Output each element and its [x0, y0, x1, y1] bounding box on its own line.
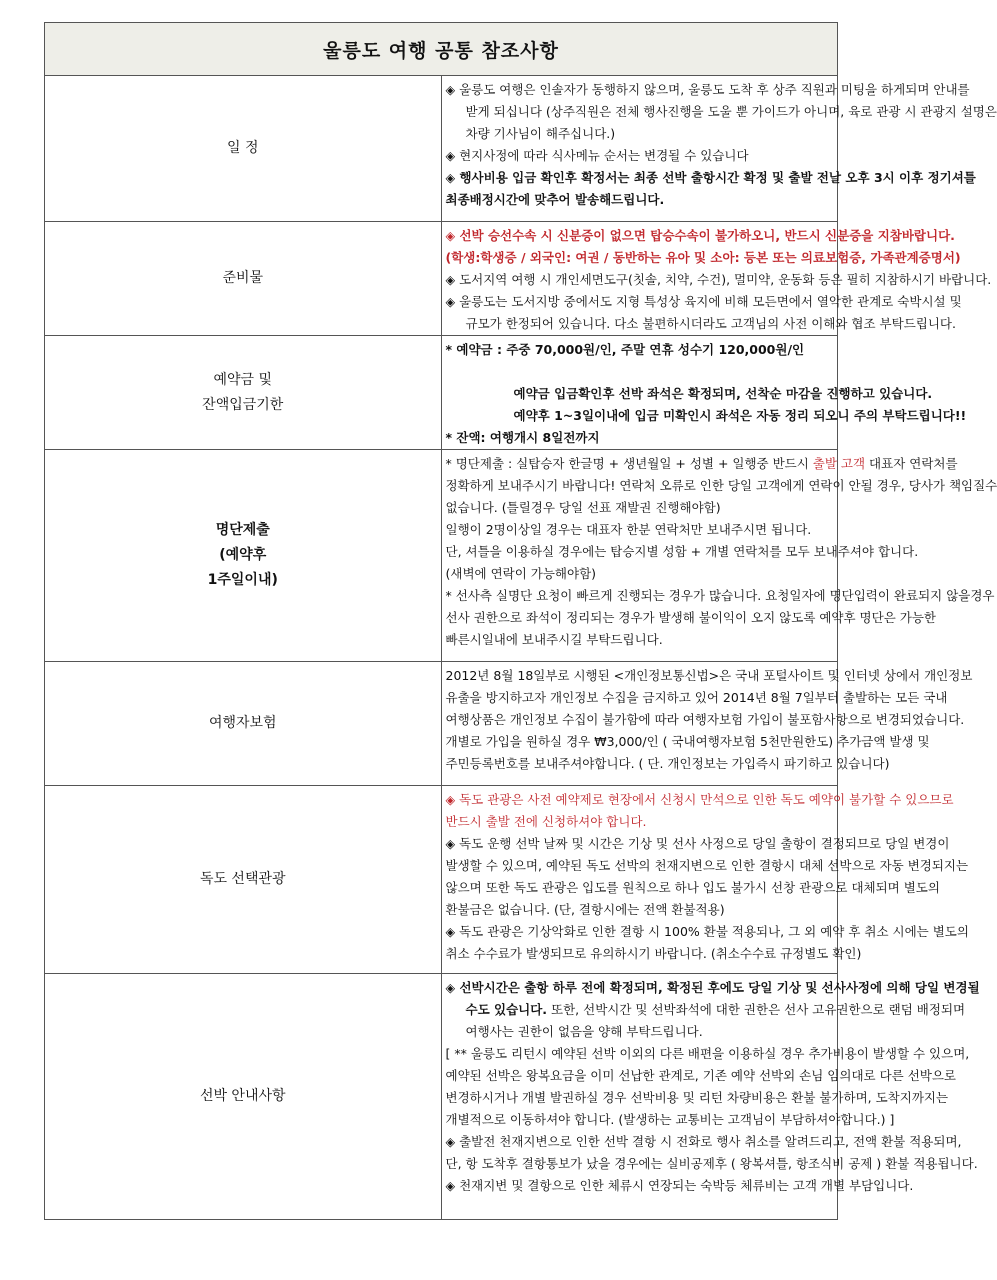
body-line: 예약후 1~3일이내에 입금 미확인시 좌석은 자동 정리 되오니 주의 부탁드립니다!!	[513, 408, 967, 423]
section-row	[45, 76, 838, 222]
body-line: 여행사는 권한이 없음을 양해 부탁드립니다.	[465, 1024, 703, 1039]
section-body	[441, 974, 980, 1220]
body-line: 예약금 입금확인후 선박 좌석은 확정되며, 선착순 마감을 진행하고 있습니다.	[513, 386, 933, 401]
body-line: ◈ 독도 관광은 사전 예약제로 현장에서 신청시 만석으로 인한 독도 예약이 불가할 수 있으므로	[445, 792, 954, 807]
body-line: 받게 되십니다 (상주직원은 전체 행사진행을 도울 뿐 가이드가 아니며, 육로 관광 시 관광지 설명은	[465, 104, 997, 119]
body-line-part: 또한, 선박시간 및 선박좌석에 대한 권한은 선사 고유권한으로 랜덤 배정되며	[547, 1002, 966, 1017]
section-label	[45, 662, 442, 786]
body-line: ◈ 울릉도는 도서지방 중에서도 지형 특성상 육지에 비해 모든면에서 열악한 관계로 숙박시설 및	[445, 294, 962, 309]
body-line: 않으며 또한 독도 관광은 입도를 원칙으로 하나 입도 불가시 선창 관광으로 대체되며 별도의	[445, 880, 940, 895]
reference-table	[44, 22, 997, 1220]
section-label	[45, 786, 442, 974]
body-line: (학생:학생증 / 외국인: 여권 / 동반하는 유아 및 소아: 등본 또는 의료보험증, 가족관계증명서)	[445, 250, 961, 265]
body-line: 2012년 8월 18일부로 시행된 <개인정보통신법>은 국내 포털사이트 및 인터넷 상에서 개인정보	[445, 668, 973, 683]
body-line-part: 수도 있습니다.	[465, 1002, 548, 1017]
body-line: 없습니다. (틀릴경우 당일 선표 재발권 진행해야함)	[445, 500, 721, 515]
page-title: 울릉도 여행 공통 참조사항	[45, 23, 838, 76]
body-line: 최종배정시간에 맞추어 발송해드립니다.	[445, 192, 665, 207]
body-line: 개별적으로 이동하셔야 합니다. (발생하는 교통비는 고객님이 부담하셔야합니다.) ]	[445, 1112, 895, 1127]
section-body	[441, 336, 967, 450]
section-label-line: 예약금 및	[213, 371, 273, 388]
body-line: 개별로 가입을 원하실 경우 ₩3,000/인 ( 국내여행자보험 5천만원한도) 추가금액 발생 및	[445, 734, 930, 749]
section-body	[441, 662, 973, 786]
body-line-part: * 명단제출 : 실탑승자 한글명 + 생년월일 + 성별 + 일행중 반드시	[445, 456, 813, 471]
body-line: 정확하게 보내주시기 바랍니다! 연락처 오류로 인한 당일 고객에게 연락이 안될 경우, 당사가 책임질수	[445, 478, 997, 493]
title-row	[45, 23, 838, 76]
body-line: (새벽에 연락이 가능해야함)	[445, 566, 597, 581]
body-line: ◈ 선박 승선수속 시 신분증이 없으면 탑승수속이 불가하오니, 반드시 신분증을 지참바랍니다.	[445, 228, 955, 243]
section-label-line: 잔액입금기한	[202, 396, 284, 413]
body-line: * 잔액: 여행개시 8일전까지	[445, 430, 600, 445]
section-body	[441, 76, 997, 222]
body-line-part: 출발 고객	[812, 456, 866, 471]
body-line: 일행이 2명이상일 경우는 대표자 한분 연락처만 보내주시면 됩니다.	[445, 522, 812, 537]
section-body	[441, 222, 992, 336]
section-label	[45, 336, 442, 450]
section-label-line: 명단제출	[215, 522, 270, 538]
body-line: 예약된 선박은 왕복요금을 이미 선납한 관계로, 기존 예약 선박외 손님 임의대로 다른 선박으로	[445, 1068, 957, 1083]
body-line: 차량 기사님이 해주십니다.)	[465, 126, 616, 141]
section-label-line: 준비물	[222, 270, 264, 286]
section-label-line: 독도 선택관광	[199, 871, 286, 887]
section-label-line: 선박 안내사항	[199, 1088, 286, 1104]
body-line: 취소 수수료가 발생되므로 유의하시기 바랍니다. (취소수수료 규정별도 확인)	[445, 946, 862, 961]
section-row	[45, 222, 838, 336]
section-body	[441, 450, 997, 662]
body-line: 빠른시일내에 보내주시길 부탁드립니다.	[445, 632, 663, 647]
body-line	[446, 361, 834, 383]
body-line: 규모가 한정되어 있습니다. 다소 불편하시더라도 고객님의 사전 이해와 협조 부탁드립니다.	[465, 316, 956, 331]
section-body	[441, 786, 969, 974]
section-row	[45, 786, 838, 974]
body-line	[445, 453, 958, 475]
section-label-line: 1주일이내)	[207, 572, 278, 588]
body-line	[446, 999, 966, 1021]
body-line: 여행상품은 개인정보 수집이 불가함에 따라 여행자보험 가입이 불포함사항으로 변경되었습니다.	[445, 712, 965, 727]
body-line: [ ** 울릉도 리턴시 예약된 선박 이외의 다른 배편을 이용하실 경우 추가비용이 발생할 수 있으며,	[445, 1046, 970, 1061]
section-label	[45, 450, 442, 662]
body-line: ◈ 독도 관광은 기상악화로 인한 결항 시 100% 환불 적용되나, 그 외 예약 후 취소 시에는 별도의	[445, 924, 969, 939]
body-line: ◈ 행사비용 입금 확인후 확정서는 최종 선박 출항시간 확정 및 출발 전날 오후 3시 이후 정기셔틀	[445, 170, 976, 185]
body-line: 발생할 수 있으며, 예약된 독도 선박의 천재지변으로 인한 결항시 대체 선박으로 자동 변경되지는	[445, 858, 969, 873]
body-line: 변경하시거나 개별 발권하실 경우 선박비용 및 리턴 차량비용은 환불 불가하며, 도착지까지는	[445, 1090, 949, 1105]
body-line: 주민등록번호를 보내주셔야합니다. ( 단. 개인정보는 가입즉시 파기하고 있습니다)	[445, 756, 890, 771]
section-row	[45, 662, 838, 786]
body-line: * 예약금 : 주중 70,000원/인, 주말 연휴 성수기 120,000원/인	[445, 342, 805, 357]
body-line: ◈ 독도 운행 선박 날짜 및 시간은 기상 및 선사 사정으로 당일 출항이 결정되므로 당일 변경이	[445, 836, 950, 851]
section-row	[45, 974, 838, 1220]
section-label	[45, 76, 442, 222]
body-line: ◈ 도서지역 여행 시 개인세면도구(칫솔, 치약, 수건), 멀미약, 운동화 등은 필히 지참하시기 바랍니다.	[445, 272, 992, 287]
section-row	[45, 450, 838, 662]
body-line: * 선사측 실명단 요청이 빠르게 진행되는 경우가 많습니다. 요청일자에 명단입력이 완료되지 않을경우	[445, 588, 995, 603]
body-line: 반드시 출발 전에 신청하셔야 합니다.	[445, 814, 647, 829]
body-line-part: 대표자 연락처를	[865, 456, 958, 471]
section-label-line: 일 정	[227, 140, 259, 156]
body-line: 단, 항 도착후 결항통보가 났을 경우에는 실비공제후 ( 왕복셔틀, 항조식비 공제 ) 환불 적용됩니다.	[445, 1156, 978, 1171]
section-label-line: 여행자보험	[208, 715, 277, 731]
body-line: 단, 셔틀을 이용하실 경우에는 탑승지별 성함 + 개별 연락처를 모두 보내주셔야 합니다.	[445, 544, 919, 559]
body-line: 선사 권한으로 좌석이 정리되는 경우가 발생해 불이익이 오지 않도록 예약후 명단은 가능한	[445, 610, 936, 625]
body-line: ◈ 출발전 천재지변으로 인한 선박 결항 시 전화로 행사 취소를 알려드리고, 전액 환불 적용되며,	[445, 1134, 962, 1149]
body-line: 환불금은 없습니다. (단, 결항시에는 전액 환불적용)	[445, 902, 725, 917]
body-line: ◈ 현지사정에 따라 식사메뉴 순서는 변경될 수 있습니다	[445, 148, 749, 163]
section-label	[45, 974, 442, 1220]
section-label	[45, 222, 442, 336]
section-label-line: (예약후	[219, 547, 267, 563]
body-line: ◈ 울릉도 여행은 인솔자가 동행하지 않으며, 울릉도 도착 후 상주 직원과 미팅을 하게되며 안내를	[445, 82, 970, 97]
section-row	[45, 336, 838, 450]
body-line: ◈ 천재지변 및 결항으로 인한 체류시 연장되는 숙박등 체류비는 고객 개별 부담입니다.	[445, 1178, 914, 1193]
body-line: ◈ 선박시간은 출항 하루 전에 확정되며, 확정된 후에도 당일 기상 및 선사사정에 의해 당일 변경될	[445, 980, 980, 995]
body-line: 유출을 방지하고자 개인정보 수집을 금지하고 있어 2014년 8월 7일부터 출발하는 모든 국내	[445, 690, 948, 705]
